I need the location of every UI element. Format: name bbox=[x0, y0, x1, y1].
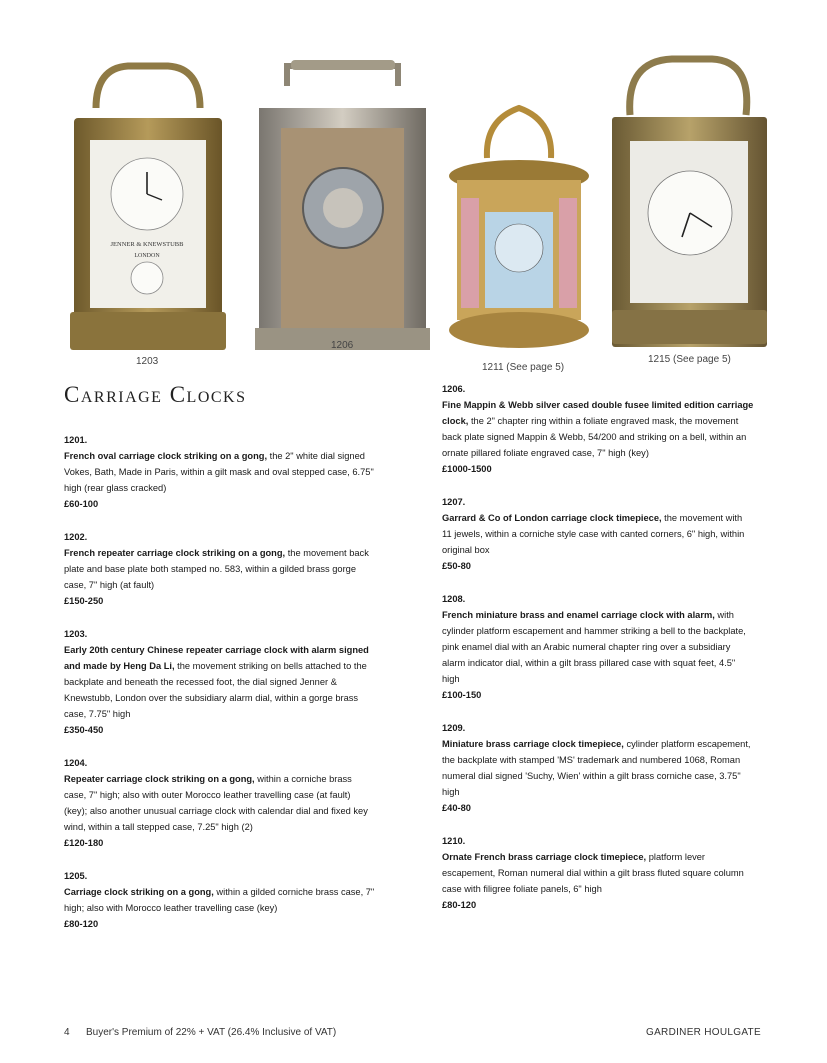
lot-1210 bbox=[442, 833, 754, 913]
lot-title: Garrard & Co of London carriage clock timepiece, bbox=[442, 513, 662, 523]
lot-1209 bbox=[442, 720, 754, 816]
footer-brand: GARDINER HOULGATE bbox=[646, 1027, 761, 1038]
lot-title: Ornate French brass carriage clock timepiece, bbox=[442, 852, 647, 862]
lot-title: Repeater carriage clock striking on a gong, bbox=[64, 774, 255, 784]
lot-description: platform lever escapement, Roman numeral dial within a gilt brass fluted square column case with filigree foliate panels, 6" high bbox=[442, 852, 744, 894]
lot-description: the movement with 11 jewels, within a corniche style case with canted corners, 6" high, within original box bbox=[442, 513, 745, 555]
lot-description: within a gilded corniche brass case, 7" high; also with Morocco leather travelling case (key) bbox=[64, 887, 375, 913]
clock-photo-1215 bbox=[612, 55, 767, 350]
photo-caption-1203: 1203 bbox=[136, 356, 159, 367]
footer-page-number: 4 bbox=[64, 1027, 70, 1038]
lot-estimate: £120-180 bbox=[64, 838, 104, 848]
lot-title: Miniature brass carriage clock timepiece, bbox=[442, 739, 624, 749]
clock-photo-1206 bbox=[255, 58, 430, 353]
lot-1203 bbox=[64, 626, 376, 738]
lot-title: Early 20th century Chinese repeater carriage clock with alarm signed and made by Heng Da Li, bbox=[64, 645, 369, 671]
lot-1202 bbox=[64, 529, 376, 609]
lot-description: the movement back plate and base plate both stamped no. 583, within a gilded brass gorge case, 7" high (at fault) bbox=[64, 548, 369, 590]
photo-caption-1211: 1211 (See page 5) bbox=[482, 362, 565, 373]
lots-right-column bbox=[442, 381, 754, 930]
lot-estimate: £50-80 bbox=[442, 561, 471, 571]
lot-description: within a corniche brass case, 7" high; also with outer Morocco leather travelling case (at fault) (key); also another unusual carriage clock with calendar dial and fixed key wind, within a tall stepped case, 7.25" high (2) bbox=[64, 774, 368, 832]
lot-estimate: £80-120 bbox=[64, 919, 99, 929]
lot-estimate: £100-150 bbox=[442, 690, 482, 700]
lot-estimate: £1000-1500 bbox=[442, 464, 492, 474]
lot-title: Carriage clock striking on a gong, bbox=[64, 887, 214, 897]
lot-1204 bbox=[64, 755, 376, 851]
lot-estimate: £350-450 bbox=[64, 725, 104, 735]
lot-description: the 2" white dial signed Vokes, Bath, Made in Paris, within a gilt mask and oval stepped case, 6.75" high (rear glass cracked) bbox=[64, 451, 374, 493]
lot-estimate: £40-80 bbox=[442, 803, 471, 813]
lot-number: 1203. bbox=[64, 629, 88, 639]
lot-description: the movement striking on bells attached to the backplate and beneath the recessed foot, the dial signed Jenner & Knewstubb, London over the subsidiary alarm dial, within a gorge brass case, 7.75" high bbox=[64, 661, 367, 719]
dial-signature-city: LONDON bbox=[134, 253, 160, 259]
lot-title: French repeater carriage clock striking on a gong, bbox=[64, 548, 286, 558]
dial-signature: JENNER & KNEWSTUBB bbox=[110, 241, 184, 248]
lot-number: 1204. bbox=[64, 758, 88, 768]
lot-estimate: £150-250 bbox=[64, 596, 104, 606]
section-title: Carriage Clocks bbox=[64, 382, 247, 407]
lot-1207 bbox=[442, 494, 754, 574]
lot-1206 bbox=[442, 381, 754, 477]
lot-description: the 2" chapter ring within a foliate engraved mask, the movement back plate signed Mappin & Webb, 54/200 and striking on a bell, within an ornate pillared foliate engraved case, 7" high (key) bbox=[442, 416, 747, 458]
lot-number: 1201. bbox=[64, 435, 88, 445]
lot-1208 bbox=[442, 591, 754, 703]
clock-photo-1211 bbox=[445, 100, 593, 355]
lot-number: 1207. bbox=[442, 497, 466, 507]
lots-left-column bbox=[64, 432, 376, 949]
lot-title: French miniature brass and enamel carriage clock with alarm, bbox=[442, 610, 715, 620]
lot-number: 1210. bbox=[442, 836, 466, 846]
lot-estimate: £80-120 bbox=[442, 900, 477, 910]
lot-number: 1202. bbox=[64, 532, 88, 542]
photo-caption-1206: 1206 bbox=[331, 340, 354, 351]
lot-title: French oval carriage clock striking on a gong, bbox=[64, 451, 268, 461]
lot-number: 1209. bbox=[442, 723, 466, 733]
lot-1205 bbox=[64, 868, 376, 932]
lot-estimate: £60-100 bbox=[64, 499, 99, 509]
lot-1201 bbox=[64, 432, 376, 512]
lot-number: 1206. bbox=[442, 384, 466, 394]
clock-photo-1203 bbox=[68, 60, 228, 355]
lot-description: cylinder platform escapement, the backplate with stamped 'MS' trademark and numbered 1068, Roman numeral dial signed 'Suchy, Wien' within a gilt brass corniche case, 3.75" high bbox=[442, 739, 751, 797]
footer-buyers-premium: Buyer's Premium of 22% + VAT (26.4% Inclusive of VAT) bbox=[86, 1027, 337, 1038]
photo-caption-1215: 1215 (See page 5) bbox=[648, 354, 731, 365]
lot-number: 1205. bbox=[64, 871, 88, 881]
lot-description: with cylinder platform escapement and hammer striking a bell to the backplate, pink enamel dial with an Arabic numeral chapter ring over a subsidiary alarm indicator dial, within a gilt brass pillared case with squat feet, 4.5" high bbox=[442, 610, 746, 684]
lot-title: Fine Mappin & Webb silver cased double fusee limited edition carriage clock, bbox=[442, 400, 754, 426]
lot-number: 1208. bbox=[442, 594, 466, 604]
